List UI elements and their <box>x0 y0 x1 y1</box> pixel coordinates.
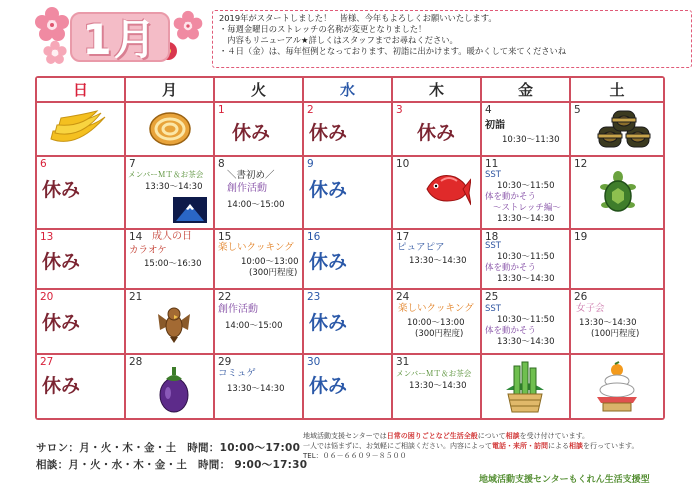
event-time: 13:30～14:30 <box>409 256 467 266</box>
event-note: 成人の日 <box>152 231 192 242</box>
event-time: 10:30～11:50 <box>497 181 555 191</box>
day-number: 3 <box>396 104 403 116</box>
event-time: 10:30～11:30 <box>502 135 560 145</box>
event-time: 15:00～16:30 <box>144 259 202 269</box>
event-title: 女子会 <box>576 303 605 314</box>
event-time: 10:00～13:00 <box>407 318 465 328</box>
calendar-grid <box>35 76 665 420</box>
event-title: 楽しいクッキング <box>218 242 294 253</box>
event-price: (100円程度) <box>591 329 640 339</box>
day-cell-21 <box>126 290 213 353</box>
day-cell-3 <box>393 103 480 155</box>
plum-flower-icon <box>33 6 71 44</box>
kagami-mochi-icon <box>593 361 641 413</box>
day-number: 24 <box>396 291 410 303</box>
event-time: 13:30～14:30 <box>227 384 285 394</box>
center-name: 地域活動支援センターもくれん生活支援型 <box>479 475 650 485</box>
day-number: 14 <box>129 231 143 243</box>
event-title: ピュアピア <box>397 242 445 253</box>
day-number: 20 <box>40 291 54 303</box>
holiday-label: 休み <box>42 312 81 334</box>
day-number: 26 <box>574 291 588 303</box>
hawk-icon <box>156 304 192 344</box>
day-cell-5 <box>571 103 663 155</box>
day-number: 9 <box>307 158 314 170</box>
weekday-header-thu: 木 <box>393 78 480 101</box>
day-number: 8 <box>218 158 225 170</box>
notice-line: 内容もリニューアル★詳しくはスタッフまでお尋ねください。 <box>219 35 458 45</box>
day-number: 13 <box>40 231 54 243</box>
kombu-roll-icon <box>595 109 653 151</box>
plum-flower-icon <box>172 10 204 42</box>
event-time: 10:00～13:00 <box>241 257 299 267</box>
event-title: メンバーＭＴ＆お茶会 <box>128 170 204 179</box>
event-title: 創作活動 <box>218 304 258 315</box>
event-time: 10:30～11:50 <box>497 315 555 325</box>
weekday-header-fri: 金 <box>482 78 569 101</box>
notice-box <box>212 10 692 68</box>
day-number: 28 <box>129 356 143 368</box>
day-number: 29 <box>218 356 232 368</box>
holiday-label: 休み <box>232 122 271 144</box>
day-cell-18 <box>482 230 569 288</box>
day-number: 16 <box>307 231 321 243</box>
day-number: 11 <box>485 158 499 170</box>
day-cell-23 <box>304 290 391 353</box>
event-price: (300円程度) <box>415 329 464 339</box>
day-cell-25 <box>482 290 569 353</box>
event-time: 13:30～14:30 <box>579 318 637 328</box>
day-cell-22 <box>215 290 302 353</box>
kadomatsu-icon <box>500 360 550 414</box>
day-cell-empty <box>482 355 569 418</box>
phone-number: TEL：０６－６６０９－８５００ <box>303 452 407 460</box>
day-cell-29 <box>215 355 302 418</box>
event-title: 創作活動 <box>227 183 267 194</box>
holiday-label: 休み <box>417 122 456 144</box>
notice-line: ・毎週金曜日のストレッチの名称が変更となりました！ <box>219 24 427 34</box>
day-cell-14 <box>126 230 213 288</box>
day-number: 5 <box>574 104 581 116</box>
day-number: 10 <box>396 158 410 170</box>
day-number: 27 <box>40 356 54 368</box>
day-number: 19 <box>574 231 588 243</box>
day-cell-26 <box>571 290 663 353</box>
event-title: カラオケ <box>129 245 167 256</box>
event-note: ＼書初め／ <box>227 170 275 181</box>
salon-hours: サロン：月・火・木・金・土 時間：10:00～17:00 <box>36 442 301 454</box>
holiday-label: 休み <box>42 375 81 397</box>
day-cell-4 <box>482 103 569 155</box>
day-cell-19 <box>571 230 663 288</box>
event-title: 体を動かそう <box>485 192 537 202</box>
day-cell-12 <box>571 157 663 228</box>
day-number: 22 <box>218 291 232 303</box>
holiday-label: 休み <box>309 179 348 201</box>
event-price: (300円程度) <box>249 268 298 278</box>
weekday-header-sat: 土 <box>571 78 663 101</box>
holiday-label: 休み <box>309 251 348 273</box>
notice-line: ・４日（金）は、毎年恒例となっております、初詣に出かけます。暖かくして来てくださいね <box>219 46 567 56</box>
event-time: 13:30～14:30 <box>497 337 555 347</box>
event-time: 14:00～15:00 <box>225 321 283 331</box>
event-subtitle: ～ストレッチ編～ <box>493 203 561 213</box>
event-time: 13:30～14:30 <box>145 182 203 192</box>
day-number: 4 <box>485 104 492 116</box>
event-time: 13:30～14:30 <box>497 214 555 224</box>
day-cell-8 <box>215 157 302 228</box>
month-title: 1月 <box>70 12 170 62</box>
day-cell-11 <box>482 157 569 228</box>
day-cell-empty <box>571 355 663 418</box>
day-number: 31 <box>396 356 410 368</box>
plum-flower-icon <box>42 40 68 66</box>
day-number: 6 <box>40 158 47 170</box>
event-time: 14:00～15:00 <box>227 200 285 210</box>
day-cell-empty <box>37 103 124 155</box>
eggplant-icon <box>154 365 194 413</box>
day-cell-empty <box>126 103 213 155</box>
day-number: 30 <box>307 356 321 368</box>
day-cell-17 <box>393 230 480 288</box>
center-info <box>303 432 688 462</box>
day-cell-10 <box>393 157 480 228</box>
weekday-header-wed: 水 <box>304 78 391 101</box>
day-cell-31 <box>393 355 480 418</box>
day-number: 12 <box>574 158 588 170</box>
info-line: 一人では悩まずに、お気軽にご相談ください。内容によって電話・来所・訪問による相談を行っています。 <box>303 441 639 450</box>
day-cell-7 <box>126 157 213 228</box>
holiday-label: 休み <box>42 179 81 201</box>
weekday-header-sun: 日 <box>37 78 124 101</box>
info-line: 地域活動支援センターでは日常の困りごとなど生活全般について相談を受け付けています。 <box>303 432 590 440</box>
day-number: 2 <box>307 104 314 116</box>
event-title: 体を動かそう <box>485 263 537 273</box>
day-number: 25 <box>485 291 499 303</box>
event-time: 13:30～14:30 <box>409 381 467 391</box>
day-cell-28 <box>126 355 213 418</box>
day-cell-30 <box>304 355 391 418</box>
turtle-icon <box>599 171 637 215</box>
event-title: コミュゲ <box>218 368 256 379</box>
day-cell-2 <box>304 103 391 155</box>
day-cell-6 <box>37 157 124 228</box>
event-title: 初詣 <box>485 120 505 131</box>
consult-hours: 相談：月・火・水・木・金・土 時間： 9:00～17:30 <box>36 459 308 471</box>
day-cell-13 <box>37 230 124 288</box>
event-time: 13:30～14:30 <box>497 274 555 284</box>
day-number: 1 <box>218 104 225 116</box>
day-number: 17 <box>396 231 410 243</box>
day-number: 21 <box>129 291 143 303</box>
holiday-label: 休み <box>309 312 348 334</box>
day-cell-16 <box>304 230 391 288</box>
event-title: 楽しいクッキング <box>398 303 474 314</box>
event-time: 10:30～11:50 <box>497 252 555 262</box>
holiday-label: 休み <box>42 251 81 273</box>
holiday-label: 休み <box>309 375 348 397</box>
day-cell-24 <box>393 290 480 353</box>
event-title: SST <box>485 170 501 180</box>
weekday-header-tue: 火 <box>215 78 302 101</box>
event-title: メンバーＭＴ＆お茶会 <box>396 369 472 378</box>
datemaki-roll-icon <box>148 111 192 147</box>
day-cell-15 <box>215 230 302 288</box>
holiday-label: 休み <box>309 122 348 144</box>
day-cell-27 <box>37 355 124 418</box>
sea-bream-icon <box>423 167 471 209</box>
day-number: 18 <box>485 231 499 243</box>
day-number: 15 <box>218 231 232 243</box>
day-cell-20 <box>37 290 124 353</box>
notice-line: 2019年がスタートしました！ 皆様、今年もよろしくお願いいたします。 <box>219 13 497 23</box>
day-cell-1 <box>215 103 302 155</box>
event-title: 体を動かそう <box>485 326 537 336</box>
event-title: SST <box>485 304 501 314</box>
day-number: 23 <box>307 291 321 303</box>
mount-fuji-icon <box>173 197 207 223</box>
banana-icon <box>47 109 109 149</box>
event-title: SST <box>485 241 501 251</box>
weekday-header-mon: 月 <box>126 78 213 101</box>
day-cell-9 <box>304 157 391 228</box>
day-number: 7 <box>129 158 136 170</box>
